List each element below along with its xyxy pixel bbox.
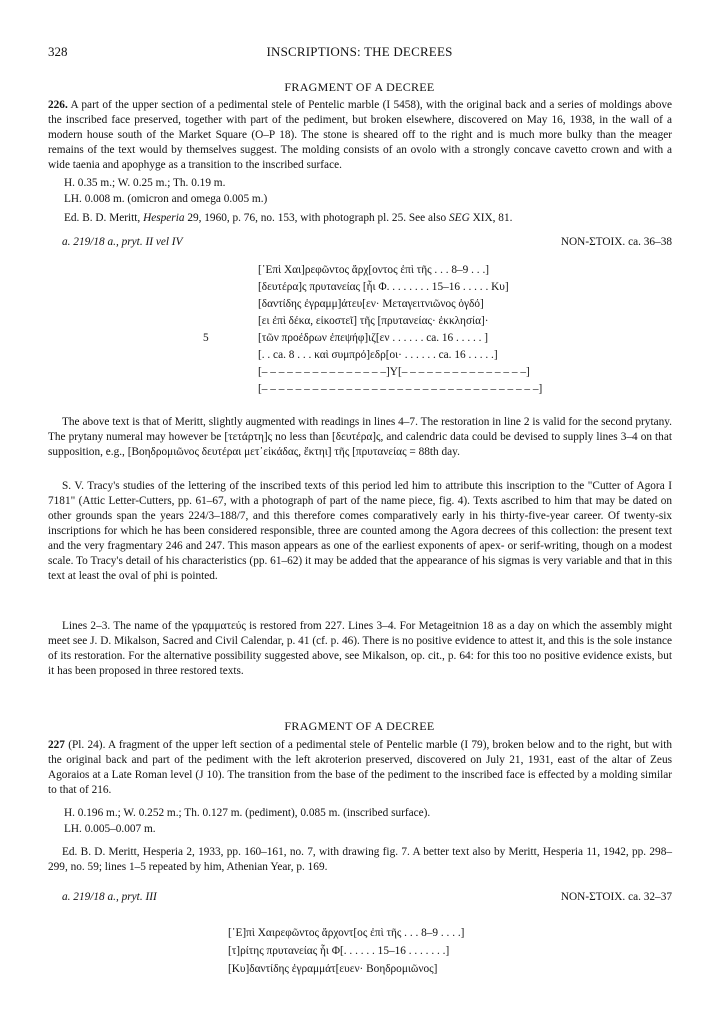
date-227: a. 219/18 a., pryt. III [62, 891, 157, 903]
entry-227-description [48, 738, 672, 798]
greek-line: [– – – – – – – – – – – – – – –]Υ[– – – – – – – – – – – – – – –] [258, 366, 530, 378]
dimensions-227: H. 0.196 m.; W. 0.252 m.; Th. 0.127 m. (pediment), 0.085 m. (inscribed surface). [64, 807, 431, 819]
letter-height-226: LH. 0.008 m. (omicron and omega 0.005 m.) [64, 193, 268, 205]
stoich-227: NON-ΣΤΟΙΧ. ca. 32–37 [560, 891, 672, 903]
letter-height-227: LH. 0.005–0.007 m. [64, 823, 156, 835]
date-226: a. 219/18 a., pryt. II vel IV [62, 236, 183, 248]
edition-227: Ed. B. D. Meritt, Hesperia 2, 1933, pp. 160–161, no. 7, with drawing fig. 7. A better text also by Meritt, Hesperia 11, 1942, pp. 298–299, no. 59; lines 1–5 repeated by him, Athenian Year, p. 169. [48, 846, 672, 873]
section-title-226: FRAGMENT OF A DECREE [284, 80, 435, 94]
edition-226: Ed. B. D. Meritt, Hesperia 29, 1960, p. 76, no. 153, with photograph pl. 25. See also SEG XIX, 81. [64, 212, 513, 224]
commentary-paragraph: The above text is that of Meritt, slightly augmented with readings in lines 4–7. The restoration in line 2 is valid for the second prytany. The prytany numeral may however be [τετάρτη]ς no less than [δευτέρα]ς, and calendric data could be devised to supply lines 3–4 on that supposition, e.g., [Βοηδρομιῶνος δευτέραι μετ᾿εἰκάδας, ἕκτηι] τῆς [πρυτανείας = 88th day. [48, 416, 672, 458]
page-number: 328 [48, 44, 68, 59]
greek-line: [τῶν προέδρων ἐπεψήφ]ιζ[εν . . . . . . ca. 16 . . . . . ] [258, 332, 489, 344]
running-head: INSCRIPTIONS: THE DECREES [266, 44, 453, 59]
greek-line: [. . ca. 8 . . . καὶ συμπρό]εδρ[οι· . . . . . . ca. 16 . . . . .] [258, 349, 498, 361]
inscription-text-226 [0, 262, 719, 402]
greek-line: [᾿Επὶ Χαι]ρεφῶντος ἄρχ[οντος ἐπὶ τῆς . . . 8–9 . . .] [258, 264, 490, 276]
line-number: 5 [203, 332, 209, 344]
section-title-227: FRAGMENT OF A DECREE [284, 719, 435, 733]
greek-line: [δαντίδης ἐγραμμ]άτευ[εν· Μεταγειτνιῶνος ὀγδό] [258, 298, 484, 310]
inscription-text-227 [0, 925, 719, 985]
greek-line: [δευτέρα]ς πρυτανείας [ἧι Φ. . . . . . . . 15–16 . . . . . Κυ] [258, 281, 509, 293]
dimensions-226: H. 0.35 m.; W. 0.25 m.; Th. 0.19 m. [64, 177, 226, 189]
entry-number-226: 226. [48, 99, 68, 111]
description-text: (Pl. 24). A fragment of the upper left section of a pedimental stele of Pentelic marble (I 79), broken below and to the right, but with the original back and part of the pediment with the left akroterion preserved, discovered on July 21, 1931, east of the altar of Zeus Agoraios at a Late Roman level (J 10). The transition from the base of the pediment to the inscribed face is effected by a molding similar to that of 216. [48, 739, 672, 796]
stoich-226: NON-ΣΤΟΙΧ. ca. 36–38 [560, 236, 672, 248]
commentary-paragraph: Lines 2–3. The name of the γραμματεύς is restored from 227. Lines 3–4. For Metageitnion 18 as a day on which the assembly might meet see J. D. Mikalson, Sacred and Civil Calendar, p. 41 (cf. p. 46). There is no positive evidence to attest it, and this is the sole instance of its restoration. For the alternative possibility suggested above, see Mikalson, op. cit., p. 64: for this too no positive evidence exists, but it has been proposed in three restored texts. [48, 620, 672, 677]
commentary-paragraph: S. V. Tracy's studies of the lettering of the inscribed texts of this period led him to attribute this inscription to the "Cutter of Agora I 7181" (Attic Letter-Cutters, pp. 61–67, with a photograph of part of the name piece, fig. 4). Texts ascribed to him that may be dated on other grounds span the years 224/3–188/7, and this therefore comes comparatively early in his thirty-five-year career. Of twenty-six inscriptions for which he has been considered responsible, three are counted among the Agora decrees of this collection: the present text and the very fragmentary 246 and 247. This mason appears as one of the earliest exponents of apex- or serif-writing, though on a modest scale. To Tracy's detail of his characteristics (pp. 61–62) it may be added that the appearance of his sigmas is very variable and that in this text at least the oval of phi is pointed. [48, 480, 672, 582]
greek-line: [– – – – – – – – – – – – – – – – – – – – – – – – – – – – – – – – –] [258, 383, 543, 395]
greek-line: [Κυ]δαντίδης ἐγραμμάτ[ευεν· Βοηδρομιῶνος] [228, 963, 438, 975]
greek-line: [τ]ρίτης πρυτανείας ἧι Φ[. . . . . . 15–16 . . . . . . .] [228, 945, 450, 957]
entry-number-227: 227 [48, 739, 65, 751]
greek-line: [ει ἐπὶ δέκα, εἰκοστεῖ] τῆς [πρυτανείας· ἐκκλησία]· [258, 315, 489, 327]
description-text: A part of the upper section of a pedimental stele of Pentelic marble (I 5458), with the original back and a series of moldings above the inscribed face preserved, together with part of the pediment, but broken elsewhere, discovered on May 16, 1938, in the wall of a modern house south of the Market Square (O–P 18). The stone is sheared off to the right and is much more bulky than the meager remains of the text would by themselves suggest. The molding consists of an ovolo with a strongly concave cavetto crown and with a wide taenia and apophyge as a transition to the inscribed surface. [48, 99, 673, 171]
greek-line: [᾿Ε]πὶ Χαιρεφῶντος ἄρχοντ[ος ἐπὶ τῆς . . . 8–9 . . . .] [228, 927, 465, 939]
entry-226-description [48, 98, 672, 173]
